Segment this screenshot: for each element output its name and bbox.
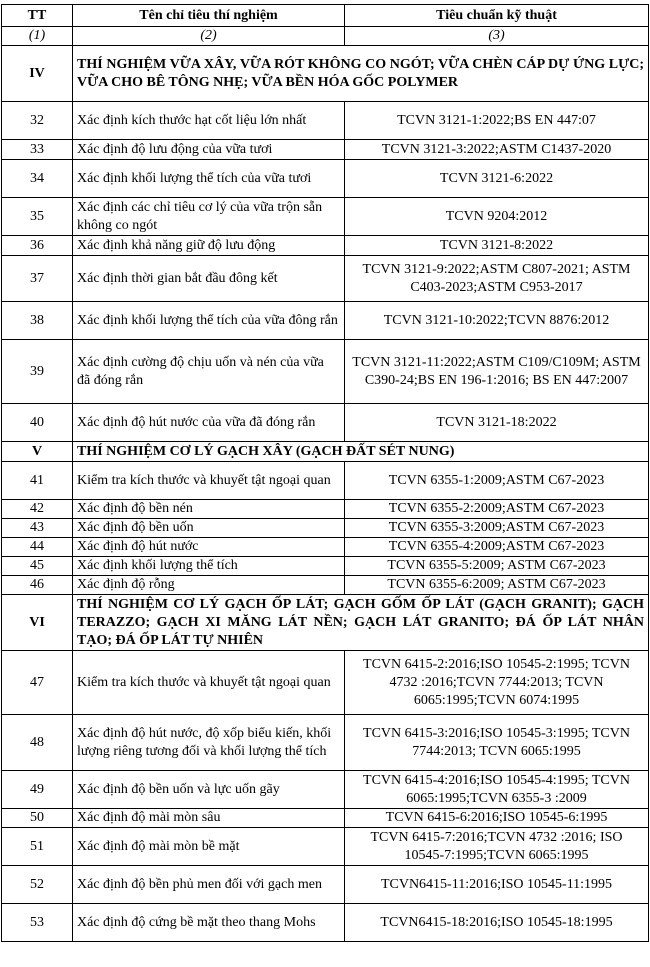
test-name: Xác định độ mài mòn bề mặt bbox=[73, 828, 345, 866]
test-name: Xác định độ cứng bề mặt theo thang Mohs bbox=[73, 904, 345, 942]
table-row bbox=[2, 828, 649, 866]
section-row bbox=[2, 595, 649, 651]
technical-standard: TCVN 6415-2:2016;ISO 10545-2:1995; TCVN 4732 :2016;TCVN 7744:2013; TCVN 6065:1995;TCVN 6074:1995 bbox=[345, 651, 649, 715]
row-number: 47 bbox=[2, 651, 73, 715]
index-1: (1) bbox=[2, 27, 73, 46]
row-number: 35 bbox=[2, 198, 73, 236]
technical-standard: TCVN 6355-5:2009; ASTM C67-2023 bbox=[345, 557, 649, 576]
technical-standard: TCVN 6415-3:2016;ISO 10545-3:1995; TCVN 7744:2013; TCVN 6065:1995 bbox=[345, 715, 649, 771]
row-number: 46 bbox=[2, 576, 73, 595]
test-name: Xác định các chỉ tiêu cơ lý của vữa trộn sẵn không co ngót bbox=[73, 198, 345, 236]
technical-standard: TCVN6415-18:2016;ISO 10545-18:1995 bbox=[345, 904, 649, 942]
test-name: Xác định khả năng giữ độ lưu động bbox=[73, 236, 345, 256]
technical-standard: TCVN 3121-18:2022 bbox=[345, 404, 649, 442]
row-number: 49 bbox=[2, 771, 73, 809]
technical-standard: TCVN 3121-9:2022;ASTM C807-2021; ASTM C403-2023;ASTM C953-2017 bbox=[345, 256, 649, 302]
row-number: 38 bbox=[2, 302, 73, 340]
technical-standard: TCVN 9204:2012 bbox=[345, 198, 649, 236]
test-name: Xác định khối lượng thể tích của vữa đông rắn bbox=[73, 302, 345, 340]
row-number: 53 bbox=[2, 904, 73, 942]
test-name: Xác định độ lưu động của vữa tươi bbox=[73, 140, 345, 160]
section-number: IV bbox=[2, 46, 73, 102]
row-number: 45 bbox=[2, 557, 73, 576]
row-number: 48 bbox=[2, 715, 73, 771]
table-row bbox=[2, 102, 649, 140]
technical-standard: TCVN 3121-11:2022;ASTM C109/C109M; ASTM C390-24;BS EN 196-1:2016; BS EN 447:2007 bbox=[345, 340, 649, 404]
table-row bbox=[2, 340, 649, 404]
table-body bbox=[2, 46, 649, 942]
test-name: Xác định độ bền phủ men đối với gạch men bbox=[73, 866, 345, 904]
technical-standard: TCVN6415-11:2016;ISO 10545-11:1995 bbox=[345, 866, 649, 904]
table-row bbox=[2, 404, 649, 442]
table-row bbox=[2, 538, 649, 557]
technical-standard: TCVN 6355-1:2009;ASTM C67-2023 bbox=[345, 462, 649, 500]
row-number: 43 bbox=[2, 519, 73, 538]
table-row bbox=[2, 904, 649, 942]
table-row bbox=[2, 809, 649, 828]
technical-standard: TCVN 6355-6:2009; ASTM C67-2023 bbox=[345, 576, 649, 595]
test-name: Xác định kích thước hạt cốt liệu lớn nhất bbox=[73, 102, 345, 140]
table-row bbox=[2, 557, 649, 576]
table-row bbox=[2, 651, 649, 715]
header-row bbox=[2, 5, 649, 27]
table-row bbox=[2, 160, 649, 198]
row-number: 32 bbox=[2, 102, 73, 140]
test-name: Kiểm tra kích thước và khuyết tật ngoại quan bbox=[73, 651, 345, 715]
section-title: THÍ NGHIỆM CƠ LÝ GẠCH ỐP LÁT; GẠCH GỐM ỐP LÁT (GẠCH GRANIT); GẠCH TERAZZO; GẠCH XI MĂNG LÁT NỀN; GẠCH LÁT GRANITO; ĐÁ ỐP LÁT NHÂN TẠO; ĐÁ ỐP LÁT TỰ NHIÊN bbox=[73, 595, 649, 651]
test-name: Xác định độ mài mòn sâu bbox=[73, 809, 345, 828]
table-row bbox=[2, 576, 649, 595]
row-number: 52 bbox=[2, 866, 73, 904]
section-title: THÍ NGHIỆM CƠ LÝ GẠCH XÂY (GẠCH ĐẤT SÉT NUNG) bbox=[73, 442, 649, 462]
technical-standard: TCVN 3121-6:2022 bbox=[345, 160, 649, 198]
technical-standard: TCVN 6355-3:2009;ASTM C67-2023 bbox=[345, 519, 649, 538]
test-name: Kiểm tra kích thước và khuyết tật ngoại quan bbox=[73, 462, 345, 500]
test-name: Xác định độ hút nước bbox=[73, 538, 345, 557]
test-name: Xác định độ hút nước của vữa đã đóng rắn bbox=[73, 404, 345, 442]
technical-standard: TCVN 3121-10:2022;TCVN 8876:2012 bbox=[345, 302, 649, 340]
test-name: Xác định khối lượng thể tích của vữa tươi bbox=[73, 160, 345, 198]
section-row bbox=[2, 442, 649, 462]
table-row bbox=[2, 302, 649, 340]
row-number: 51 bbox=[2, 828, 73, 866]
test-name: Xác định độ bền uốn và lực uốn gãy bbox=[73, 771, 345, 809]
test-name: Xác định độ bền uốn bbox=[73, 519, 345, 538]
section-title: THÍ NGHIỆM VỮA XÂY, VỮA RÓT KHÔNG CO NGÓT; VỮA CHÈN CÁP DỰ ỨNG LỰC; VỮA CHO BÊ TÔNG NHẸ; VỮA BỀN HÓA GỐC POLYMER bbox=[73, 46, 649, 102]
index-2: (2) bbox=[73, 27, 345, 46]
table-row bbox=[2, 462, 649, 500]
section-number: VI bbox=[2, 595, 73, 651]
row-number: 40 bbox=[2, 404, 73, 442]
test-name: Xác định cường độ chịu uốn và nén của vữa đã đóng rắn bbox=[73, 340, 345, 404]
row-number: 39 bbox=[2, 340, 73, 404]
table-row bbox=[2, 140, 649, 160]
technical-standard: TCVN 6415-4:2016;ISO 10545-4:1995; TCVN 6065:1995;TCVN 6355-3 :2009 bbox=[345, 771, 649, 809]
technical-standard: TCVN 3121-8:2022 bbox=[345, 236, 649, 256]
header-standard: Tiêu chuẩn kỹ thuật bbox=[345, 5, 649, 27]
table-row bbox=[2, 771, 649, 809]
row-number: 37 bbox=[2, 256, 73, 302]
table-row bbox=[2, 519, 649, 538]
technical-standard: TCVN 6415-7:2016;TCVN 4732 :2016; ISO 10545-7:1995;TCVN 6065:1995 bbox=[345, 828, 649, 866]
row-number: 34 bbox=[2, 160, 73, 198]
table-row bbox=[2, 198, 649, 236]
test-name: Xác định độ bền nén bbox=[73, 500, 345, 519]
row-number: 50 bbox=[2, 809, 73, 828]
test-name: Xác định độ rỗng bbox=[73, 576, 345, 595]
technical-standard: TCVN 3121-1:2022;BS EN 447:07 bbox=[345, 102, 649, 140]
row-number: 42 bbox=[2, 500, 73, 519]
row-number: 36 bbox=[2, 236, 73, 256]
test-name: Xác định khối lượng thể tích bbox=[73, 557, 345, 576]
header-name: Tên chỉ tiêu thí nghiệm bbox=[73, 5, 345, 27]
table-row bbox=[2, 866, 649, 904]
index-row bbox=[2, 27, 649, 46]
table-row bbox=[2, 256, 649, 302]
standards-table bbox=[1, 4, 649, 942]
technical-standard: TCVN 3121-3:2022;ASTM C1437-2020 bbox=[345, 140, 649, 160]
index-3: (3) bbox=[345, 27, 649, 46]
technical-standard: TCVN 6355-2:2009;ASTM C67-2023 bbox=[345, 500, 649, 519]
technical-standard: TCVN 6415-6:2016;ISO 10545-6:1995 bbox=[345, 809, 649, 828]
row-number: 33 bbox=[2, 140, 73, 160]
test-name: Xác định độ hút nước, độ xốp biểu kiến, khối lượng riêng tương đối và khối lượng thể tích bbox=[73, 715, 345, 771]
header-tt: TT bbox=[2, 5, 73, 27]
technical-standard: TCVN 6355-4:2009;ASTM C67-2023 bbox=[345, 538, 649, 557]
test-name: Xác định thời gian bắt đầu đông kết bbox=[73, 256, 345, 302]
section-row bbox=[2, 46, 649, 102]
section-number: V bbox=[2, 442, 73, 462]
table-row bbox=[2, 236, 649, 256]
table-row bbox=[2, 500, 649, 519]
row-number: 41 bbox=[2, 462, 73, 500]
table-row bbox=[2, 715, 649, 771]
row-number: 44 bbox=[2, 538, 73, 557]
